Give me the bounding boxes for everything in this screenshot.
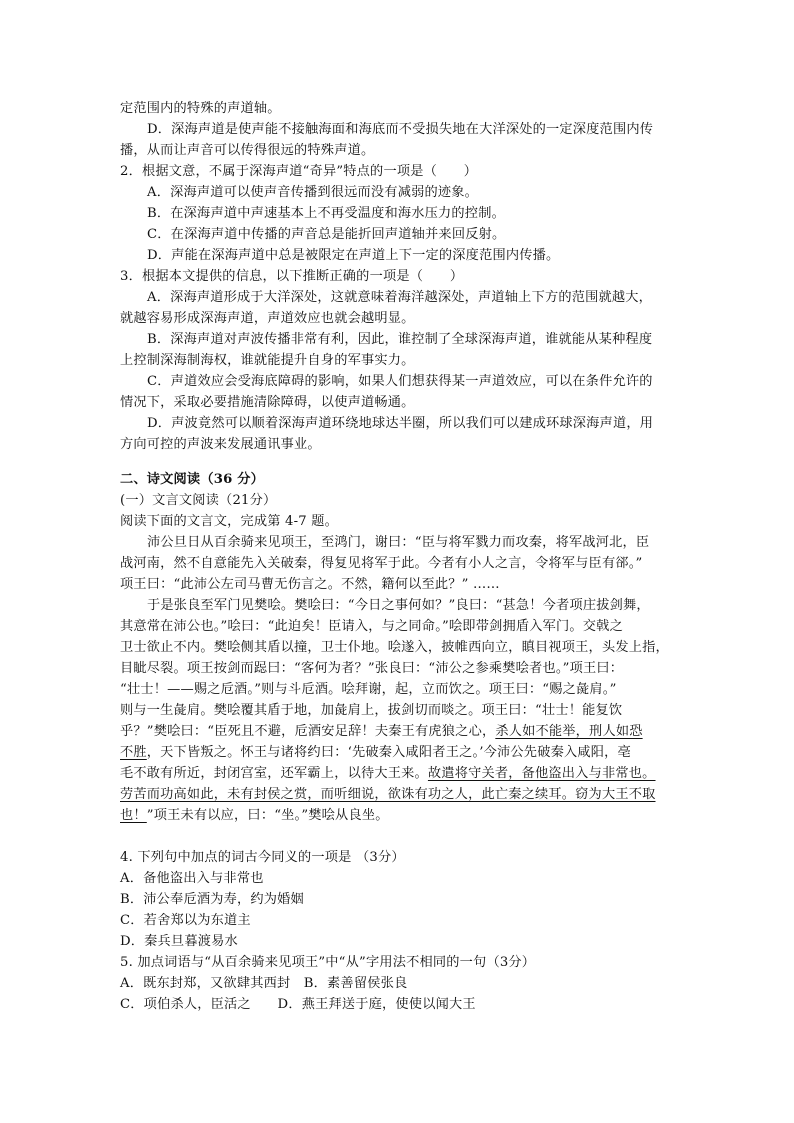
passage-line: 项王曰：“此沛公左司马曹无伤言之。不然，籍何以至此？” …… — [120, 577, 500, 592]
passage-line: 于是张良至军门见樊哙。樊哙曰：“今日之事何如？”良曰：“甚急！今者项庄拔剑舞， — [147, 598, 650, 613]
q2-option-c: C．在深海声道中传播的声音总是能折回声道轴并来回反射。 — [147, 227, 506, 242]
underlined-text: 不胜 — [120, 745, 147, 760]
passage-line: 战河南，然不自意能先入关破秦，得复见将军于此。今者有小人之言，令将军与臣有郤。” — [120, 556, 643, 571]
passage-text: 乎？”樊哙曰：“臣死且不避，卮酒安足辞！夫秦王有虎狼之心， — [120, 724, 496, 739]
passage-text: 毛不敢有所近，封闭宫室，还军霸上，以待大王来。 — [120, 766, 428, 781]
passage-line: “壮士！——赐之卮酒。”则与斗卮酒。哙拜谢，起，立而饮之。项王曰：“赐之彘肩。” — [120, 682, 617, 697]
passage-line — [120, 805, 389, 826]
text-line: 定范围内的特殊的声道轴。 — [120, 101, 281, 116]
text-line: 情况下，采取必要措施清除障碍，以使声道畅通。 — [120, 395, 415, 410]
q2-option-d: D．声能在深海声道中总是被限定在声道上下一定的深度范围内传播。 — [147, 248, 560, 263]
q3-option-d: D．声波竟然可以顺着深海声道环绕地球达半圈，所以我们可以建成环球深海声道，用 — [147, 416, 654, 431]
passage-line — [120, 742, 631, 763]
q2-option-b: B．在深海声道中声速基本上不再受温度和海水压力的控制。 — [147, 206, 505, 221]
underlined-text: 杀人如不能举，刑人如恐 — [495, 724, 643, 739]
q3-option-b: B．深海声道对声波传播非常有利，因此，谁控制了全球深海声道，谁就能从某种程度 — [147, 332, 653, 347]
question-3: 3．根据本文提供的信息，以下推断正确的一项是（ ） — [120, 269, 464, 284]
instruction-line: 阅读下面的文言文，完成第 4-7 题。 — [120, 514, 339, 529]
passage-line: 其意常在沛公也。”哙曰：“此迫矣！臣请入，与之同命。”哙即带剑拥盾入军门。交戟之 — [120, 619, 623, 634]
q4-option-b: B．沛公奉卮酒为寿，约为婚姻 — [120, 892, 304, 907]
q3-option-a: A．深海声道形成于大洋深处，这就意味着海洋越深处，声道轴上下方的范围就越大， — [147, 290, 653, 305]
q2-option-a: A．深海声道可以使声音传播到很远而没有减弱的迹象。 — [147, 185, 479, 200]
passage-text: ”项王未有以应，曰：“坐。”樊哙从良坐。 — [146, 808, 389, 823]
q4-option-d: D．秦兵旦暮渡易水 — [120, 934, 238, 949]
subsection-heading: (一）文言文阅读（21分） — [120, 493, 277, 508]
q4-option-a: A．备他盗出入与非常也 — [120, 871, 264, 886]
question-4: 4. 下列句中加点的词古今同义的一项是 （3分） — [120, 850, 405, 865]
q4-option-c: C．若舍郑以为东道主 — [120, 913, 251, 928]
passage-text: ，天下皆叛之。怀王与诸将约曰：‘先破秦入咸阳者王之。’今沛公先破秦入咸阳，亳 — [146, 745, 631, 760]
passage-line: 目眦尽裂。项王按剑而跽曰：“客何为者？”张良曰：“沛公之参乘樊哙者也。”项王曰： — [120, 661, 624, 676]
question-5: 5. 加点词语与“从百余骑来见项王”中“从”字用法不相同的一句（3分） — [120, 955, 536, 970]
section-heading: 二、诗文阅读（36 分） — [120, 472, 265, 487]
underlined-text: 也！ — [120, 808, 147, 823]
passage-line: 则与一生彘肩。樊哙覆其盾于地，加彘肩上，拔剑切而啖之。项王曰：“壮士！能复饮 — [120, 703, 623, 718]
passage-line — [120, 721, 643, 742]
underlined-text: 故遣将守关者，备他盗出入与非常也。 — [427, 766, 656, 781]
underlined-passage-line: 劳苦而功高如此，未有封侯之赏，而听细说，欲诛有功之人，此亡秦之续耳。窃为大王不取 — [120, 787, 656, 802]
text-line: 播，从而让声音可以传得很远的特殊声道。 — [120, 143, 375, 158]
q5-options-cd: C．项伯杀人，臣活之 D．燕王拜送于庭，使使以闻大王 — [120, 997, 476, 1012]
passage-line: 卫士欲止不内。樊哙侧其盾以撞，卫士仆地。哙遂入，披帷西向立，瞋目视项王，头发上指， — [120, 640, 669, 655]
question-2: 2．根据文意，不属于深海声道“奇异”特点的一项是（ ） — [120, 164, 478, 179]
text-line: 就越容易形成深海声道，声道效应也就会越明显。 — [120, 311, 415, 326]
text-line: 上控制深海制海权，谁就能提升自身的军事实力。 — [120, 353, 415, 368]
text-line: 方向可控的声波来发展通讯事业。 — [120, 437, 321, 452]
passage-line: 沛公旦日从百余骑来见项王，至鸿门，谢曰：“臣与将军戮力而攻秦，将军战河北，臣 — [147, 535, 650, 550]
passage-line — [120, 763, 656, 784]
q3-option-c: C．声道效应会受海底障碍的影响，如果人们想获得某一声道效应，可以在条件允许的 — [147, 374, 653, 389]
option-d-line: D．深海声道是使声能不接触海面和海底而不受损失地在大洋深处的一定深度范围内传 — [147, 122, 654, 137]
q5-options-ab: A．既东封郑，又欲肆其西封 B．素善留侯张良 — [120, 976, 408, 991]
